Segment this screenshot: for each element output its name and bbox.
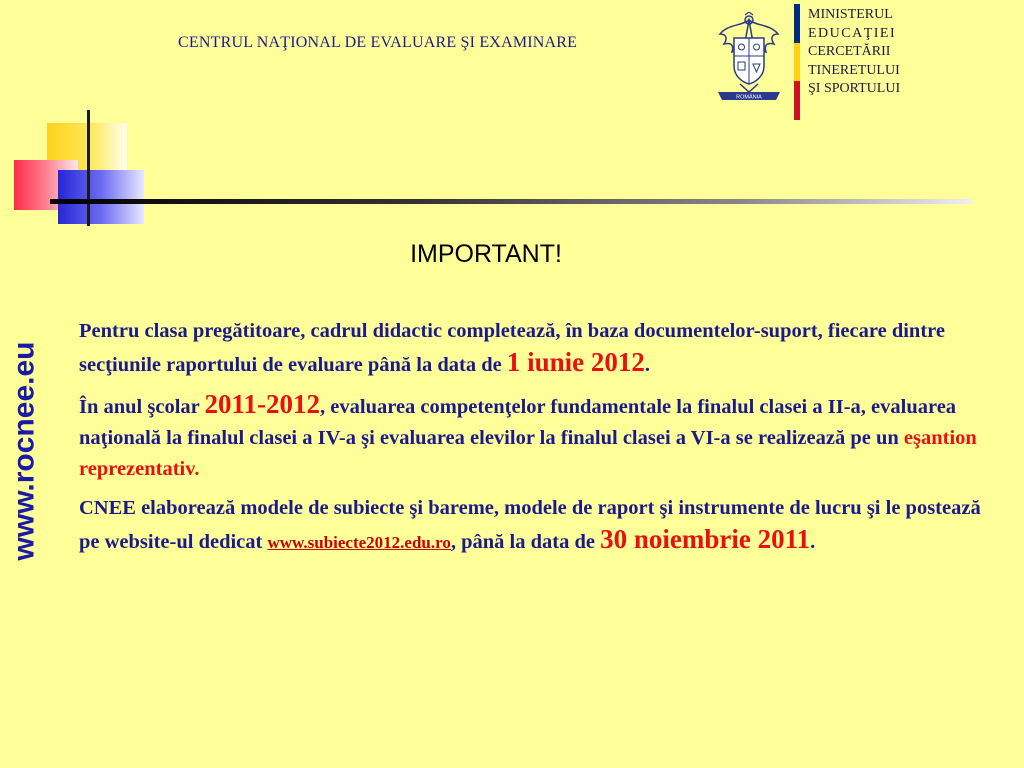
paragraph-text: , până la data de <box>450 531 601 553</box>
paragraph-text: Pentru clasa pregătitoare, cadrul didactic completează, în baza documentelor-suport, fiecare dintre secţiunile raportului de evaluare până la data de <box>79 320 945 376</box>
publication-date: 30 noiembrie 2011 <box>600 524 811 554</box>
blue-square <box>58 170 144 224</box>
punctuation: . <box>644 354 651 376</box>
side-url-wrapper <box>2 316 46 586</box>
punctuation: . <box>810 531 816 553</box>
crest-banner: ROMÂNIA <box>736 94 762 101</box>
website-link[interactable]: www.subiecte2012.edu.ro <box>267 533 451 552</box>
side-url: www.rocnee.eu <box>7 341 41 561</box>
ministry-line: TINERETULUI <box>808 62 900 78</box>
ministry-line: EDUCAŢIEI <box>808 25 897 41</box>
paragraph-text: În anul şcolar <box>79 396 205 418</box>
slide-content <box>79 316 989 566</box>
decorative-squares <box>0 0 1024 240</box>
important-heading: IMPORTANT! <box>410 240 562 268</box>
vertical-divider <box>87 110 90 226</box>
paragraph-class-preparatory <box>79 316 989 381</box>
representative-sample: eşantion reprezentativ. <box>79 427 977 480</box>
paragraph-school-year <box>79 389 989 485</box>
paragraph-cnee <box>79 493 989 558</box>
institution-title: CENTRUL NAŢIONAL DE EVALUARE ŞI EXAMINARE <box>178 34 578 51</box>
school-year: 2011-2012 <box>204 389 321 419</box>
deadline-date: 1 iunie 2012 <box>506 347 645 377</box>
ministry-line: MINISTERUL <box>808 7 893 22</box>
ministry-line: ŞI SPORTULUI <box>808 81 901 96</box>
ministry-line: CERCETĂRII <box>808 44 891 59</box>
paragraph-text: , evaluarea competenţelor fundamentale la finalul clasei a II-a, evaluarea naţională la finalul clasei a IV-a şi evaluarea elevilor la finalul clasei a VI-a se realizează pe un <box>79 396 957 449</box>
paragraph-text: CNEE elaborează modele de subiecte şi bareme, modele de raport şi instrumente de lucru şi le postează pe website-ul dedicat <box>79 497 981 553</box>
horizontal-divider <box>50 199 972 204</box>
